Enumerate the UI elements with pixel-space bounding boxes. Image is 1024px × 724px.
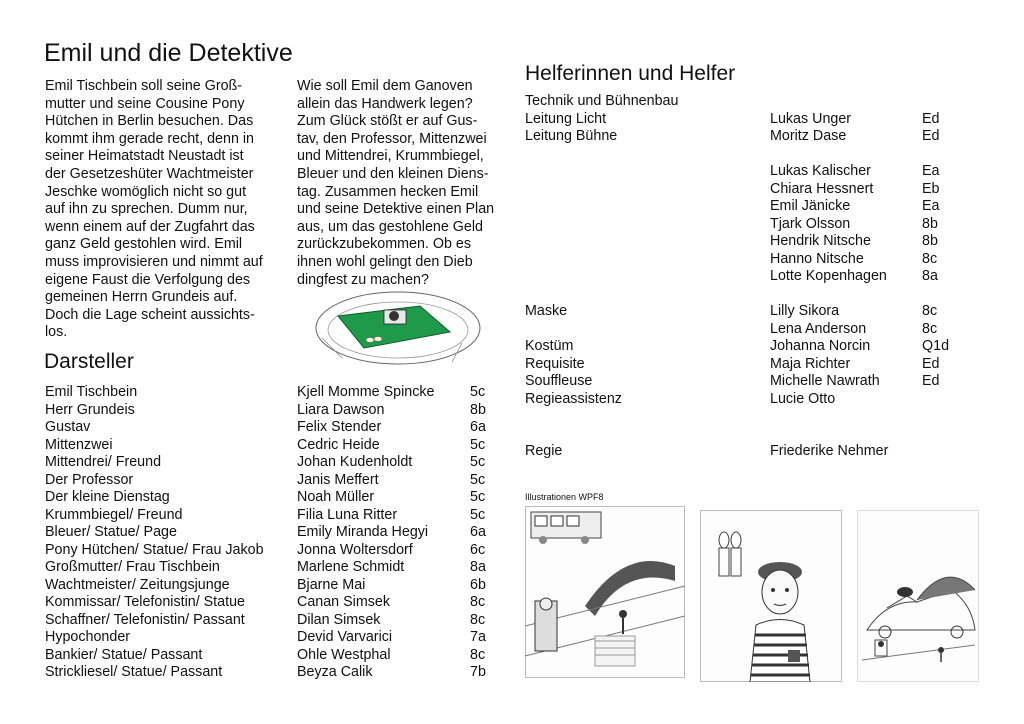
illustrations-caption: Illustrationen WPF8 [525, 492, 604, 502]
helper-name: Chiara Hessnert [770, 180, 874, 197]
helper-class: Ed [922, 373, 940, 389]
helper-name: Lucie Otto [770, 390, 836, 407]
cast-actor: Cedric Heide [297, 436, 380, 453]
cast-class: 6a [470, 419, 486, 435]
helper-class: 8a [922, 268, 938, 284]
helper-name: Friederike Nehmer [770, 443, 889, 459]
helper-class: Ed [922, 355, 940, 372]
helpers-section-label: Technik und Bühnenbau [525, 93, 679, 109]
cast-role: Großmutter/ Frau Tischbein [45, 559, 220, 575]
cast-role: Schaffner/ Telefonistin/ Passant [45, 611, 245, 628]
cast-class: 5c [470, 489, 486, 505]
cast-actor: Noah Müller [297, 489, 375, 505]
helper-role: Requisite [525, 355, 585, 372]
helper-name: Moritz Dase [770, 128, 847, 144]
intro-text-col2: Wie soll Emil dem Ganoven allein das Handwerk legen? Zum Glück stößt er auf Gus- tav, den Professor, Mittenzwei und Mittendrei, Krummbiegel, Bleuer und den kleinen Diens- tag. Zusammen hecken Emil und seine Detektive einen Plan aus, um das gestohlene Geld zurückzubekommen. Ob es ihnen wohl gelingt den Dieb dingfest zu machen? [297, 78, 495, 288]
helper-role: Leitung Licht [525, 110, 607, 127]
cast-class: 8b [470, 401, 486, 418]
cast-actor: Ohle Westphal [297, 646, 391, 663]
cast-actor: Bjarne Mai [297, 576, 366, 593]
helper-name: Johanna Norcin [770, 338, 871, 354]
cast-role: Mittendrei/ Freund [45, 454, 162, 470]
illustration-boy-drawing [700, 510, 842, 682]
helper-name: Emil Jänicke [770, 198, 851, 214]
cast-class: 7a [470, 629, 486, 645]
helpers-heading: Helferinnen und Helfer [525, 62, 736, 85]
cast-actor: Janis Meffert [297, 471, 379, 488]
helper-name: Lilly Sikora [770, 303, 840, 319]
illustration-car-scene [857, 510, 979, 682]
page-title: Emil und die Detektive [44, 39, 293, 67]
cast-role: Emil Tischbein [45, 384, 138, 400]
illustration-boy-portrait [700, 510, 842, 682]
cast-class: 6c [470, 541, 486, 558]
cast-role: Kommissar/ Telefonistin/ Statue [45, 594, 245, 610]
helper-role: Kostüm [525, 338, 574, 354]
cast-class: 8c [470, 646, 486, 663]
cast-role: Krummbiegel/ Freund [45, 506, 183, 523]
helper-class: Eb [922, 180, 940, 197]
cast-actor: Canan Simsek [297, 594, 390, 610]
cast-actor: Jonna Woltersdorf [297, 541, 413, 558]
helper-name: Hanno Nitsche [770, 250, 864, 267]
cast-role: Wachtmeister/ Zeitungsjunge [45, 576, 230, 593]
cast-class: 6a [470, 524, 486, 540]
helper-role: Regie [525, 443, 563, 459]
helper-name: Michelle Nawrath [770, 373, 880, 389]
cast-class: 8c [470, 594, 486, 610]
helper-role: Leitung Bühne [525, 128, 618, 144]
cast-role: Der Professor [45, 471, 134, 488]
cast-actor: Kjell Momme Spincke [297, 384, 435, 400]
cast-actor: Dilan Simsek [297, 611, 381, 628]
cast-class: 7b [470, 664, 486, 680]
illustration-street-drawing [525, 506, 685, 678]
helper-name: Maja Richter [770, 355, 851, 372]
helper-class: 8c [922, 320, 938, 337]
helper-class: 8c [922, 250, 938, 267]
helper-name: Tjark Olsson [770, 215, 851, 232]
helper-name: Lena Anderson [770, 320, 867, 337]
illustration-street-scene [525, 506, 685, 678]
helper-class: 8c [922, 303, 938, 319]
stage-sketch-illustration [312, 288, 484, 370]
cast-actor: Felix Stender [297, 419, 382, 435]
helper-class: Q1d [922, 338, 950, 354]
cast-heading: Darsteller [44, 350, 134, 373]
helper-role: Regieassistenz [525, 390, 622, 407]
cast-actor: Emily Miranda Hegyi [297, 524, 429, 540]
stage-sketch-drawing [312, 288, 484, 370]
cast-role: Mittenzwei [45, 436, 113, 453]
helper-name: Lukas Kalischer [770, 163, 871, 179]
helper-name: Lotte Kopenhagen [770, 268, 887, 284]
helper-name: Lukas Unger [770, 110, 852, 127]
cast-role: Der kleine Dienstag [45, 489, 170, 505]
helper-class: Ed [922, 110, 940, 127]
helper-class: Ea [922, 198, 940, 214]
cast-actor: Liara Dawson [297, 401, 385, 418]
cast-role: Herr Grundeis [45, 401, 135, 418]
helper-name: Hendrik Nitsche [770, 233, 871, 249]
cast-class: 8c [470, 611, 486, 628]
helper-role: Souffleuse [525, 373, 593, 389]
cast-role: Gustav [45, 419, 91, 435]
cast-actor: Marlene Schmidt [297, 559, 405, 575]
helper-class: Ea [922, 163, 940, 179]
cast-actor: Johan Kudenholdt [297, 454, 413, 470]
helper-class: 8b [922, 215, 938, 232]
cast-class: 5c [470, 436, 486, 453]
cast-role: Bleuer/ Statue/ Page [45, 524, 177, 540]
illustration-car-drawing [857, 510, 979, 682]
helper-role: Maske [525, 303, 568, 319]
cast-actor: Beyza Calik [297, 664, 373, 680]
cast-actor: Devid Varvarici [297, 629, 393, 645]
cast-class: 5c [470, 454, 486, 470]
cast-role: Strickliesel/ Statue/ Passant [45, 664, 223, 680]
cast-role: Bankier/ Statue/ Passant [45, 646, 203, 663]
cast-role: Hypochonder [45, 629, 131, 645]
helper-class: Ed [922, 128, 940, 144]
cast-class: 6b [470, 576, 486, 593]
helper-class: 8b [922, 233, 938, 249]
cast-actor: Filia Luna Ritter [297, 506, 398, 523]
intro-text-col1: Emil Tischbein soll seine Groß- mutter und seine Cousine Pony Hütchen in Berlin besuchen. Das kommt ihm gerade recht, denn in seiner Heimatstadt Neustadt ist der Gesetzeshüter Wachtmeister Jeschke womöglich nicht so gut auf ihn zu sprechen. Dumm nur, wenn einem auf der Zugfahrt das ganz Geld gestohlen wird. Emil muss improvisieren und nimmt auf eigene Faust die Verfolgung des gemeinen Herrn Grundeis auf. Doch die Lage scheint aussichts- los. [45, 78, 263, 341]
cast-class: 5c [470, 384, 486, 400]
cast-class: 8a [470, 559, 486, 575]
cast-class: 5c [470, 471, 486, 488]
cast-class: 5c [470, 506, 486, 523]
cast-role: Pony Hütchen/ Statue/ Frau Jakob [45, 541, 264, 558]
